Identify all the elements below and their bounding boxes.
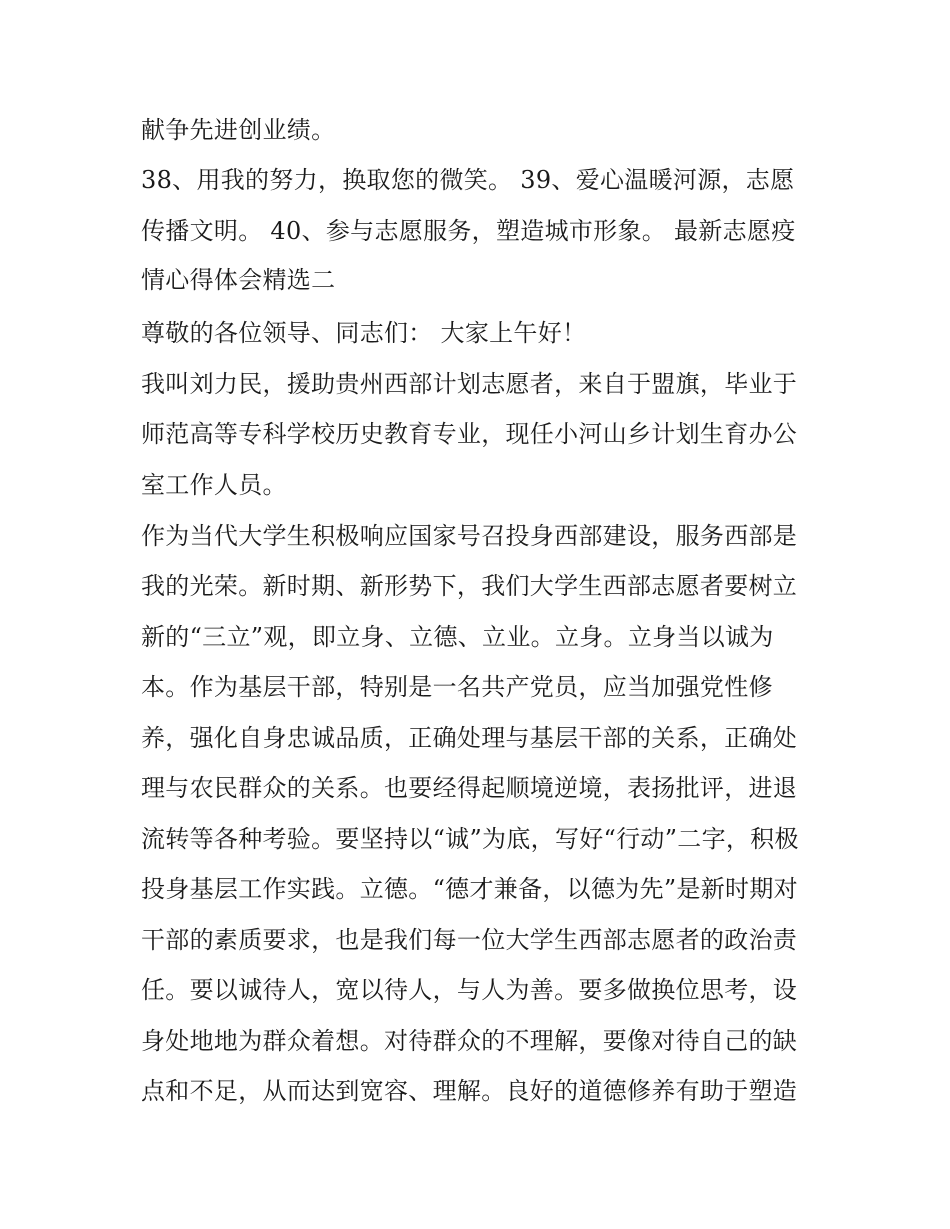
text-line: 室工作人员。	[141, 471, 287, 499]
text-line: 本。作为基层干部，特别是一名共产党员，应当加强党性修	[141, 673, 773, 701]
text-line: 养，强化自身忠诚品质，正确处理与基层干部的关系，正确处	[141, 724, 798, 752]
text-line: 身处地地为群众着想。对待群众的不理解，要像对待自己的缺	[141, 1027, 798, 1055]
text-line: 师范高等专科学校历史教育专业，现任小河山乡计划生育办公	[141, 420, 798, 448]
text-line: 情心得体会精选二	[141, 266, 336, 294]
text-line: 投身基层工作实践。立德。“德才兼备，以德为先”是新时期对	[141, 875, 798, 903]
text-line: 作为当代大学生积极响应国家号召投身西部建设，服务西部是	[141, 522, 798, 550]
text-line: 新的“三立”观，即立身、立德、立业。立身。立身当以诚为	[141, 623, 774, 651]
text-line: 献争先进创业绩。	[141, 116, 336, 144]
text-line: 理与农民群众的关系。也要经得起顺境逆境，表扬批评，进退	[141, 774, 798, 802]
text-line: 点和不足，从而达到宽容、理解。良好的道德修养有助于塑造	[141, 1077, 798, 1105]
text-line: 流转等各种考验。要坚持以“诚”为底，写好“行动”二字，积极	[141, 825, 799, 853]
text-line: 我的光荣。新时期、新形势下，我们大学生西部志愿者要树立	[141, 572, 798, 600]
text-line: 尊敬的各位领导、同志们： 大家上午好！	[141, 319, 587, 347]
text-line: 传播文明。 40、参与志愿服务，塑造城市形象。 最新志愿疫	[141, 217, 796, 245]
text-line: 任。要以诚待人，宽以待人，与人为善。要多做换位思考，设	[141, 976, 798, 1004]
text-line: 干部的素质要求，也是我们每一位大学生西部志愿者的政治责	[141, 926, 798, 954]
text-line: 我叫刘力民，援助贵州西部计划志愿者，来自于盟旗，毕业于	[141, 370, 798, 398]
text-line: 38、用我的努力，换取您的微笑。 39、爱心温暖河源，志愿	[141, 166, 795, 194]
